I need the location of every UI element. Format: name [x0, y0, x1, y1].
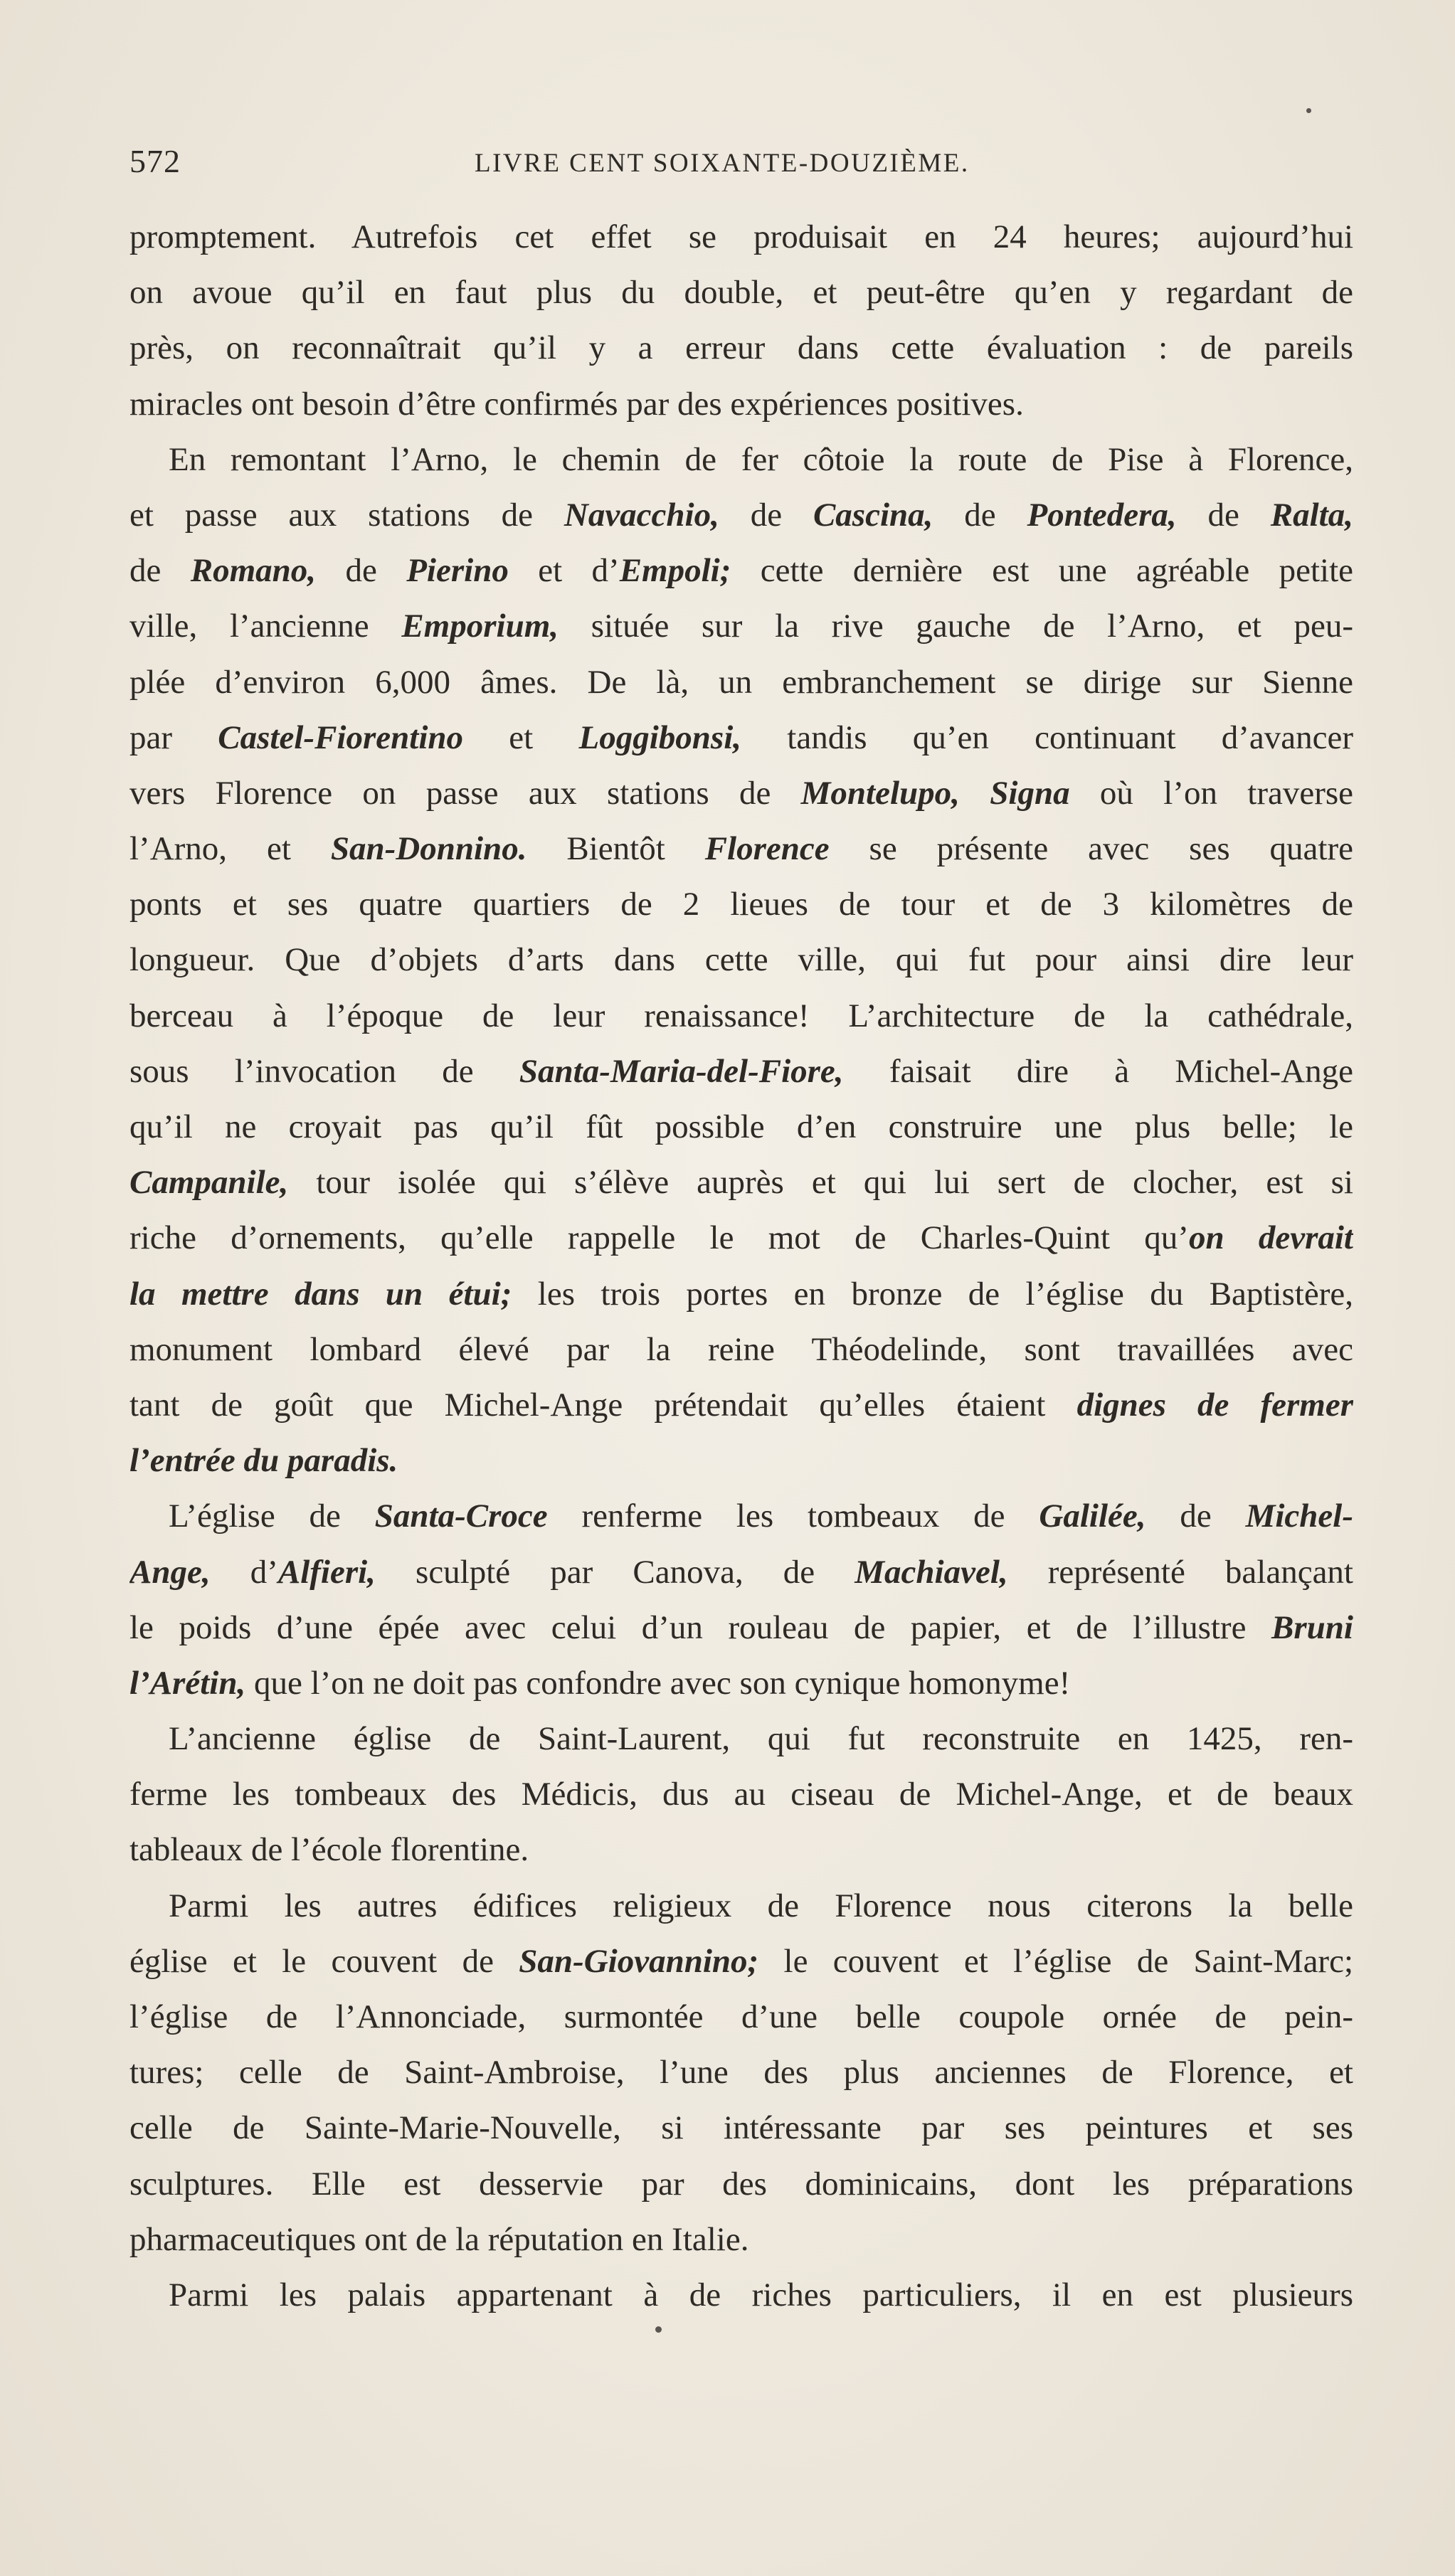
printing-speck — [1306, 108, 1311, 113]
italic-text-run: Ralta, — [1270, 496, 1353, 534]
italic-text-run: Galilée, — [1039, 1498, 1146, 1535]
text-run: le poids d’une épée avec celui d’un rouleau de papier, et de l’illustre — [129, 1608, 1272, 1646]
italic-text-run: Pontedera, — [1027, 496, 1177, 534]
italic-text-run: San-Donnino. — [330, 830, 527, 868]
text-line — [129, 1878, 1353, 1934]
text-line — [129, 1766, 1353, 1822]
page-number: 572 — [129, 143, 181, 179]
text-run: située sur la rive gauche de l’Arno, et peu- — [559, 608, 1353, 645]
body-text — [129, 209, 1353, 2323]
running-title: LIVRE CENT SOIXANTE-DOUZIÈME. — [475, 149, 970, 178]
text-line — [129, 1989, 1353, 2045]
text-run: tour isolée qui s’élève auprès et qui lui sert de clocher, est si — [288, 1164, 1353, 1202]
text-run: longueur. Que d’objets d’arts dans cette ville, qui fut pour ainsi dire leur — [129, 941, 1353, 979]
italic-text-run: l’Arétin, — [129, 1664, 246, 1702]
text-run: par — [129, 719, 218, 756]
text-line — [129, 2156, 1353, 2212]
italic-text-run: Santa-Maria-del-Fiore, — [519, 1052, 844, 1090]
text-run: l’Arno, et — [129, 830, 331, 868]
text-run: L’église de — [169, 1498, 375, 1535]
italic-text-run: Ange, — [129, 1553, 211, 1591]
text-line — [129, 598, 1353, 654]
italic-text-run: l’entrée du paradis. — [129, 1442, 398, 1480]
text-run: près, on reconnaîtrait qu’il y a erreur dans cette évaluation : de pareils — [129, 329, 1353, 367]
text-line — [129, 432, 1353, 487]
text-run: sculpté par Canova, de — [375, 1553, 855, 1591]
italic-text-run: Machiavel, — [855, 1553, 1008, 1591]
text-run: sous l’invocation de — [129, 1052, 519, 1090]
text-line — [129, 1600, 1353, 1655]
text-run: qu’il ne croyait pas qu’il fût possible d’en construire une plus belle; le — [129, 1108, 1353, 1145]
text-run: miracles ont besoin d’être confirmés par des expériences positives. — [129, 385, 1024, 423]
italic-text-run: on devrait — [1188, 1219, 1353, 1257]
text-line — [129, 654, 1353, 710]
text-run: renferme les tombeaux de — [547, 1498, 1039, 1535]
italic-text-run: Santa-Croce — [374, 1498, 548, 1535]
text-line — [129, 2212, 1353, 2267]
italic-text-run: dignes de fermer — [1076, 1386, 1353, 1424]
text-run: monument lombard élevé par la reine Théodelinde, sont travaillées avec — [129, 1330, 1353, 1368]
text-run: se présente avec ses quatre — [829, 830, 1353, 868]
text-run: d’ — [210, 1553, 278, 1591]
italic-text-run: la mettre dans un étui; — [129, 1275, 512, 1313]
text-run: l’église de l’Annonciade, surmontée d’une belle coupole ornée de pein- — [129, 1998, 1353, 2035]
italic-text-run: Emporium, — [401, 608, 559, 645]
text-run: et — [463, 719, 579, 756]
text-line — [129, 1155, 1353, 1210]
text-run: L’ancienne église de Saint-Laurent, qui fut reconstruite en 1425, ren- — [169, 1720, 1353, 1758]
text-line — [129, 710, 1353, 765]
italic-text-run: Bruni — [1271, 1608, 1353, 1646]
text-run: pharmaceutiques ont de la réputation en Italie. — [129, 2220, 749, 2258]
text-run: de — [1176, 496, 1271, 534]
text-run: celle de Sainte-Marie-Nouvelle, si intéressante par ses peintures et ses — [129, 2109, 1353, 2147]
text-line — [129, 988, 1353, 1044]
text-line — [129, 1210, 1353, 1266]
text-run: berceau à l’époque de leur renaissance! L’architecture de la cathédrale, — [129, 997, 1353, 1034]
text-line — [129, 1266, 1353, 1322]
text-run: sculptures. Elle est desservie par des dominicains, dont les préparations — [129, 2165, 1353, 2203]
text-run: tandis qu’en continuant d’avancer — [741, 719, 1353, 756]
text-run: promptement. Autrefois cet effet se produisait en 24 heures; aujourd’hui — [129, 218, 1353, 255]
text-run: tableaux de l’école florentine. — [129, 1831, 529, 1869]
italic-text-run: Florence — [704, 830, 830, 868]
text-line — [129, 543, 1353, 598]
text-line — [129, 2045, 1353, 2100]
text-line — [129, 376, 1353, 432]
text-run: de — [719, 496, 813, 534]
text-line — [129, 1544, 1353, 1600]
italic-text-run: Empoli; — [619, 552, 731, 590]
text-run: plée d’environ 6,000 âmes. De là, un embranchement se dirige sur Sienne — [129, 663, 1353, 701]
text-line — [129, 487, 1353, 543]
text-line — [129, 265, 1353, 320]
text-line — [129, 2100, 1353, 2156]
italic-text-run: Loggibonsi, — [578, 719, 742, 756]
text-line — [129, 209, 1353, 265]
text-run: vers Florence on passe aux stations de — [129, 774, 801, 812]
page-header — [129, 142, 1353, 185]
printing-speck — [655, 2326, 662, 2333]
text-run: et passe aux stations de — [129, 496, 564, 534]
italic-text-run: Romano, — [190, 552, 317, 590]
italic-text-run: Navacchio, — [564, 496, 719, 534]
text-run: faisait dire à Michel-Ange — [843, 1052, 1353, 1090]
text-run: que l’on ne doit pas confondre avec son cynique homonyme! — [245, 1664, 1071, 1702]
text-run: et d’ — [508, 552, 620, 590]
text-line — [129, 1099, 1353, 1155]
text-run: tures; celle de Saint-Ambroise, l’une des plus anciennes de Florence, et — [129, 2054, 1353, 2092]
text-line — [129, 320, 1353, 376]
italic-text-run: Cascina, — [813, 496, 933, 534]
text-run: représenté balançant — [1007, 1553, 1353, 1591]
text-run: ponts et ses quatre quartiers de 2 lieues de tour et de 3 kilomètres de — [129, 886, 1353, 923]
italic-text-run: Alfieri, — [277, 1553, 376, 1591]
text-line — [129, 1488, 1353, 1544]
text-run: on avoue qu’il en faut plus du double, et peut-être qu’en y regardant de — [129, 274, 1353, 312]
italic-text-run: Michel- — [1245, 1498, 1353, 1535]
text-run: de — [1146, 1498, 1246, 1535]
italic-text-run: Campanile, — [129, 1164, 289, 1202]
text-run: Parmi les autres édifices religieux de Florence nous citerons la belle — [169, 1887, 1353, 1924]
text-run: les trois portes en bronze de l’église du Baptistère, — [512, 1275, 1353, 1313]
text-line — [129, 2267, 1353, 2323]
italic-text-run: Signa — [990, 774, 1070, 812]
text-line — [129, 1044, 1353, 1099]
text-line — [129, 1322, 1353, 1377]
text-run: Parmi les palais appartenant à de riches particuliers, il en est plusieurs — [169, 2276, 1353, 2313]
text-run: ville, l’ancienne — [129, 608, 402, 645]
italic-text-run: Pierino — [406, 552, 509, 590]
text-run: de — [316, 552, 407, 590]
text-run: le couvent et l’église de Saint-Marc; — [758, 1942, 1353, 1980]
text-line — [129, 1377, 1353, 1433]
text-run: ferme les tombeaux des Médicis, dus au ciseau de Michel-Ange, et de beaux — [129, 1776, 1353, 1813]
text-run: église et le couvent de — [129, 1942, 519, 1980]
text-line — [129, 1433, 1353, 1488]
text-line — [129, 1711, 1353, 1766]
text-run: cette dernière est une agréable petite — [731, 552, 1353, 590]
text-run — [960, 775, 990, 812]
text-run: Bientôt — [527, 830, 705, 868]
text-line — [129, 1822, 1353, 1877]
text-line — [129, 876, 1353, 932]
text-run: où l’on traverse — [1069, 774, 1353, 812]
italic-text-run: Montelupo, — [800, 774, 960, 812]
text-line — [129, 765, 1353, 821]
italic-text-run: San-Giovannino; — [519, 1942, 759, 1980]
text-run: riche d’ornements, qu’elle rappelle le mot de Charles-Quint qu’ — [129, 1219, 1189, 1257]
text-line — [129, 1934, 1353, 1989]
text-line — [129, 932, 1353, 987]
text-line — [129, 1655, 1353, 1711]
text-run: de — [933, 496, 1027, 534]
text-line — [129, 821, 1353, 876]
text-run: En remontant l’Arno, le chemin de fer côtoie la route de Pise à Florence, — [169, 440, 1353, 478]
text-run: de — [129, 552, 191, 590]
italic-text-run: Castel-Fiorentino — [218, 719, 464, 756]
text-run: tant de goût que Michel-Ange prétendait qu’elles étaient — [129, 1386, 1077, 1424]
